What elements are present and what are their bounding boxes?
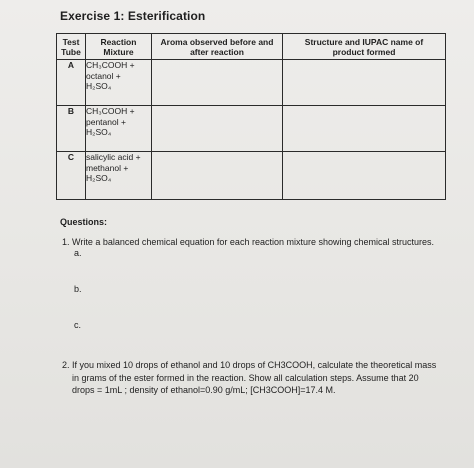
table-header-row bbox=[57, 34, 446, 60]
aroma-cell[interactable] bbox=[152, 106, 283, 152]
question-2-line3: drops = 1mL ; density of ethanol=0.90 g/mL; [CH3COOH]=17.4 M. bbox=[72, 385, 336, 395]
exercise-title: Exercise 1: Esterification bbox=[60, 9, 206, 23]
question-2-line2: in grams of the ester formed in the reaction. Show all calculation steps. Assume that 20 bbox=[72, 372, 419, 383]
structure-cell[interactable] bbox=[283, 60, 446, 106]
mixture-line: CH₃COOH + bbox=[86, 60, 135, 70]
header-test-tube-line2: Tube bbox=[61, 46, 81, 57]
mixture-cell bbox=[86, 106, 152, 152]
mixture-line: H₂SO₄ bbox=[86, 127, 112, 137]
aroma-cell[interactable] bbox=[152, 152, 283, 200]
structure-cell[interactable] bbox=[283, 106, 446, 152]
table-row bbox=[57, 60, 446, 106]
question-1-text: 1. Write a balanced chemical equation for each reaction mixture showing chemical structures. bbox=[62, 237, 435, 247]
header-structure bbox=[283, 34, 446, 60]
structure-cell[interactable] bbox=[283, 152, 446, 200]
question-2-line1: 2. If you mixed 10 drops of ethanol and 10 drops of CH3COOH, calculate the theoretical mass bbox=[62, 360, 437, 370]
header-structure-line1: Structure and IUPAC name of bbox=[304, 36, 424, 47]
mixture-line: H₂SO₄ bbox=[86, 173, 112, 183]
header-structure-line2: product formed bbox=[332, 46, 396, 57]
tube-cell: B bbox=[57, 106, 86, 152]
table-row bbox=[57, 106, 446, 152]
mixture-line: CH₃COOH + bbox=[86, 106, 135, 116]
mixture-line: methanol + bbox=[86, 162, 129, 173]
mixture-line: pentanol + bbox=[86, 116, 126, 127]
header-reaction-mixture bbox=[86, 34, 152, 60]
question-1-part-a: a. bbox=[74, 248, 82, 258]
tube-cell: A bbox=[57, 60, 86, 106]
results-table bbox=[56, 33, 446, 200]
tube-cell: C bbox=[57, 152, 86, 200]
header-reaction-mixture-line1: Reaction bbox=[100, 36, 137, 47]
table-row bbox=[57, 152, 446, 200]
mixture-cell bbox=[86, 152, 152, 200]
question-1-part-c: c. bbox=[74, 320, 82, 330]
question-2 bbox=[62, 359, 466, 397]
mixture-cell bbox=[86, 60, 152, 106]
questions-heading: Questions: bbox=[60, 217, 108, 227]
aroma-cell[interactable] bbox=[152, 60, 283, 106]
header-aroma-line1: Aroma observed before and bbox=[160, 36, 274, 47]
header-aroma-line2: after reaction bbox=[190, 46, 244, 57]
header-test-tube-line1: Test bbox=[62, 36, 80, 47]
mixture-line: H₂SO₄ bbox=[86, 81, 112, 91]
header-test-tube bbox=[57, 34, 86, 60]
mixture-line: octanol + bbox=[86, 70, 121, 81]
header-aroma bbox=[152, 34, 283, 60]
header-reaction-mixture-line2: Mixture bbox=[103, 46, 134, 57]
mixture-line: salicylic acid + bbox=[86, 152, 141, 162]
question-1-part-b: b. bbox=[74, 284, 82, 294]
